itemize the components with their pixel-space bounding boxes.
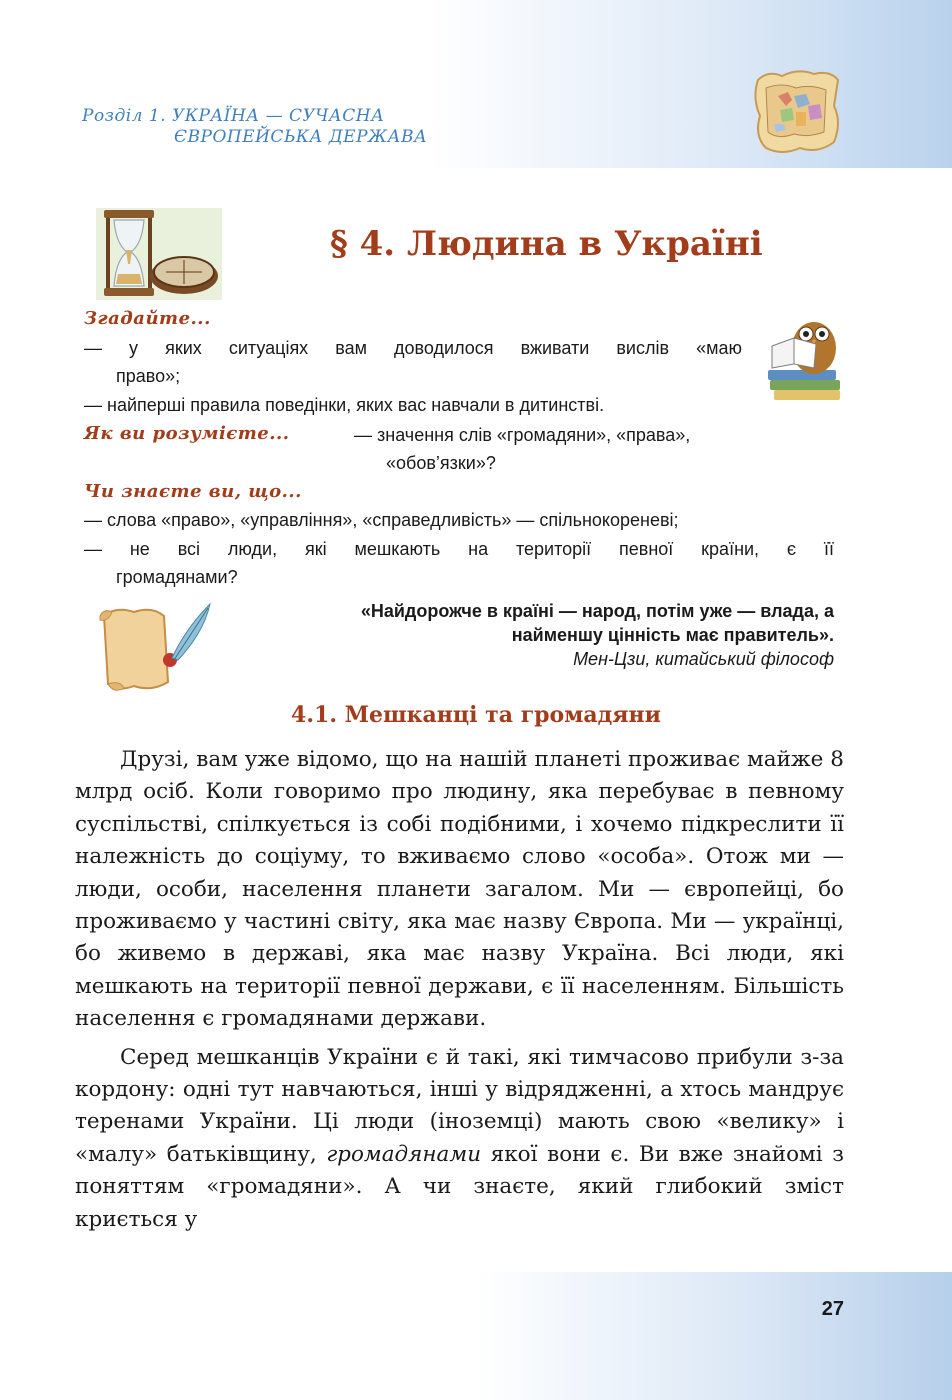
understand-line-1: — значення слів «громадяни», «права», [354, 425, 691, 445]
remember-item-2: — найперші правила поведінки, яких вас навчали в дитинстві. [84, 395, 605, 415]
paragraph-2 [75, 1042, 844, 1236]
remember-item-1: — у яких ситуаціях вам доводилося вживати вислів «маю [84, 338, 742, 358]
subsection-heading: 4.1. Мешканці та громадяни [291, 702, 661, 728]
scroll-quill-icon [94, 598, 216, 696]
paragraph-2-end: якої вони є. Ви вже знайомі з поняттям «громадяни». А чи знаєте, який глибокий зміст криється у [75, 1141, 844, 1232]
paragraph-2-italic: громадянами [326, 1141, 482, 1167]
quote-line-1: «Найдорожче в країні — народ, потім уже — влада, а [360, 601, 834, 621]
understand-line-2: «обов’язки»? [386, 453, 496, 473]
paragraph-1: Друзі, вам уже відомо, що на нашій планеті проживає майже 8 млрд осіб. Коли говоримо про людину, яка перебуває в певному суспільстві, спілкується із собі подібними, і хочемо підкреслити її належність до соціуму, то вживаємо слово «особа». Отож ми — люди, особи, населення планети загалом. Ми — європейці, бо проживаємо у частині світу, яка має назву Європа. Ми — українці, бо живемо в державі, яка має назву Україна. Всі люди, які мешкають на території певної держави, є її населенням. Більшість населення є громадянами держави. [75, 747, 844, 1032]
section-header [82, 106, 427, 148]
remember-item-1-cont: право»; [116, 366, 181, 386]
section-header-line2: ЄВРОПЕЙСЬКА ДЕРЖАВА [174, 127, 428, 147]
body-text [75, 744, 844, 1236]
know-item-2: — не всі люди, які мешкають на території певної країни, є її [84, 539, 834, 559]
paragraph-2-start: Серед мешканців України є й такі, які тимчасово прибули з-за кордону: одні тут навчаються, інші у відрядженні, а хтось мандрує теренами України. Ці люди (іноземці) мають свою «велику» і «малу» батьківщину, [75, 1044, 844, 1167]
know-item-1: — слова «право», «управління», «справедливість» — спільнокореневі; [84, 510, 679, 530]
europe-map-icon [748, 66, 844, 158]
quote-line-2: найменшу цінність має правитель». [511, 625, 834, 645]
hourglass-icon [96, 204, 222, 300]
page-number: 27 [821, 1298, 844, 1320]
remember-label: Згадайте... [84, 308, 211, 329]
know-item-2-cont: громадянами? [116, 567, 238, 587]
page-title: § 4. Людина в Україні [330, 224, 763, 264]
understand-label: Як ви розумієте... [84, 423, 290, 444]
footer-background [0, 1272, 952, 1400]
quote-block [361, 599, 834, 671]
section-header-line1: Розділ 1. УКРАЇНА — СУЧАСНА [82, 106, 385, 126]
quote-author: Мен-Цзи, китайський філософ [573, 649, 834, 669]
know-label: Чи знаєте ви, що... [84, 481, 302, 502]
owl-reading-icon [764, 308, 846, 408]
